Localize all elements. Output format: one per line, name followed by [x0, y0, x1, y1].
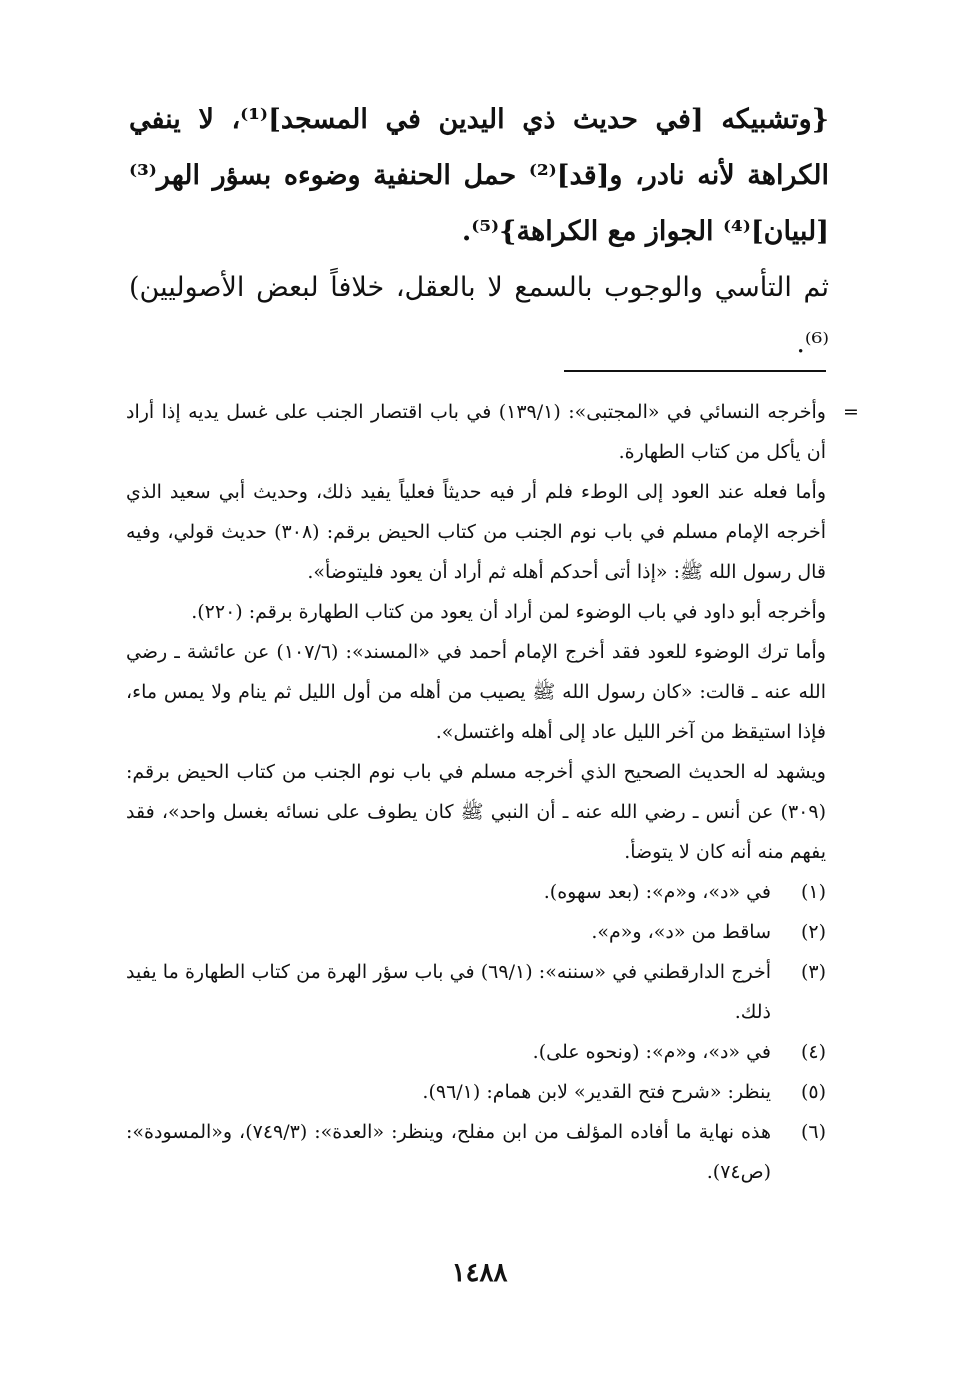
footnote-continuation-paragraph: وأما ترك الوضوء للعود فقد أخرج الإمام أحمد في «المسند»: (١٠٧/٦) عن عائشة ـ رضي الله عنه ـ قالت: «كان رسول الله ﷺ يصيب من أهله من أول الليل ثم ينام ولا يمس ماء، فإذا استيقظ من آخر الليل عاد إلى أهله واغتسل».	[126, 641, 826, 743]
footnote-number: (١)	[800, 881, 826, 903]
footnote-item	[126, 1032, 826, 1072]
footnote-text: ساقط من «د»، و«م».	[591, 921, 771, 943]
footnote-item	[126, 912, 826, 952]
footnote-number: (٤)	[800, 1041, 826, 1063]
footnote-number: (٦)	[800, 1121, 826, 1143]
footnote-item	[126, 1072, 826, 1112]
main-text	[129, 92, 829, 372]
footnote-text: في «د»، و«م»: (بعد سهوه).	[543, 881, 771, 903]
footnote-continuation	[126, 392, 859, 872]
footnote-number: (٢)	[800, 921, 826, 943]
footnote-item	[126, 1112, 826, 1192]
footnote-continuation-paragraph: وأخرجه النسائي في «المجتبى»: (١٣٩/١) في باب اقتصار الجنب على غسل يديه إذا أراد أن يأكل من كتاب الطهارة.	[126, 401, 826, 463]
page-number: ١٤٨٨	[451, 1258, 508, 1288]
footnote-text: هذه نهاية ما أفاده المؤلف من ابن مفلح، وينظر: «العدة»: (٧٤٩/٣)، و«المسودة»: (ص٧٤).	[126, 1121, 771, 1183]
footnote-separator	[564, 370, 826, 372]
footnote-text: أخرج الدارقطني في «سننه»: (٦٩/١) في باب سؤر الهرة من كتاب الطهارة ما يفيد ذلك.	[126, 961, 771, 1023]
footnote-number: (٣)	[800, 961, 826, 983]
footnote-number: (٥)	[800, 1081, 826, 1103]
footnote-continuation-paragraph: وأخرجه أبو داود في باب الوضوء لمن أراد أن يعود من كتاب الطهارة برقم: (٢٢٠).	[191, 601, 826, 623]
main-paragraph-2: ثم التأسي والوجوب بالسمع لا بالعقل، خلافاً لبعض الأصوليين)⁽⁶⁾.	[129, 272, 829, 359]
footnote-item	[126, 872, 826, 912]
footnote-text: ينظر: «شرح فتح القدير» لابن همام: (٩٦/١).	[422, 1081, 771, 1103]
footnotes	[126, 392, 859, 1192]
main-paragraph-1: {وتشبيكه [في حديث ذي اليدين في المسجد]⁽¹⁾، لا ينفي الكراهة لأنه نادر، و[قد]⁽²⁾ حمل الحنفية وضوءه بسؤر الهر⁽³⁾ [لبيان]⁽⁴⁾ الجواز مع الكراهة}⁽⁵⁾.	[129, 104, 830, 247]
footnote-continuation-paragraph: وأما فعله عند العود إلى الوطء فلم أر فيه حديثاً فعلياً يفيد ذلك، وحديث أبي سعيد الذي أخرجه الإمام مسلم في باب نوم الجنب من كتاب الحيض برقم: (٣٠٨) حديث قولي، وفيه قال رسول الله ﷺ: «إذا أتى أحدكم أهله ثم أراد أن يعود فليتوضأ».	[126, 481, 826, 583]
footnote-continuation-paragraph: ويشهد له الحديث الصحيح الذي أخرجه مسلم في باب نوم الجنب من كتاب الحيض برقم: (٣٠٩) عن أنس ـ رضي الله عنه ـ أن النبي ﷺ كان يطوف على نسائه بغسل واحد»، فقد يفهم منه أنه كان لا يتوضأ.	[126, 761, 826, 863]
footnote-text: في «د»، و«م»: (ونحوه على).	[532, 1041, 771, 1063]
footnote-item	[126, 952, 826, 1032]
continuation-marker: =	[843, 401, 859, 423]
